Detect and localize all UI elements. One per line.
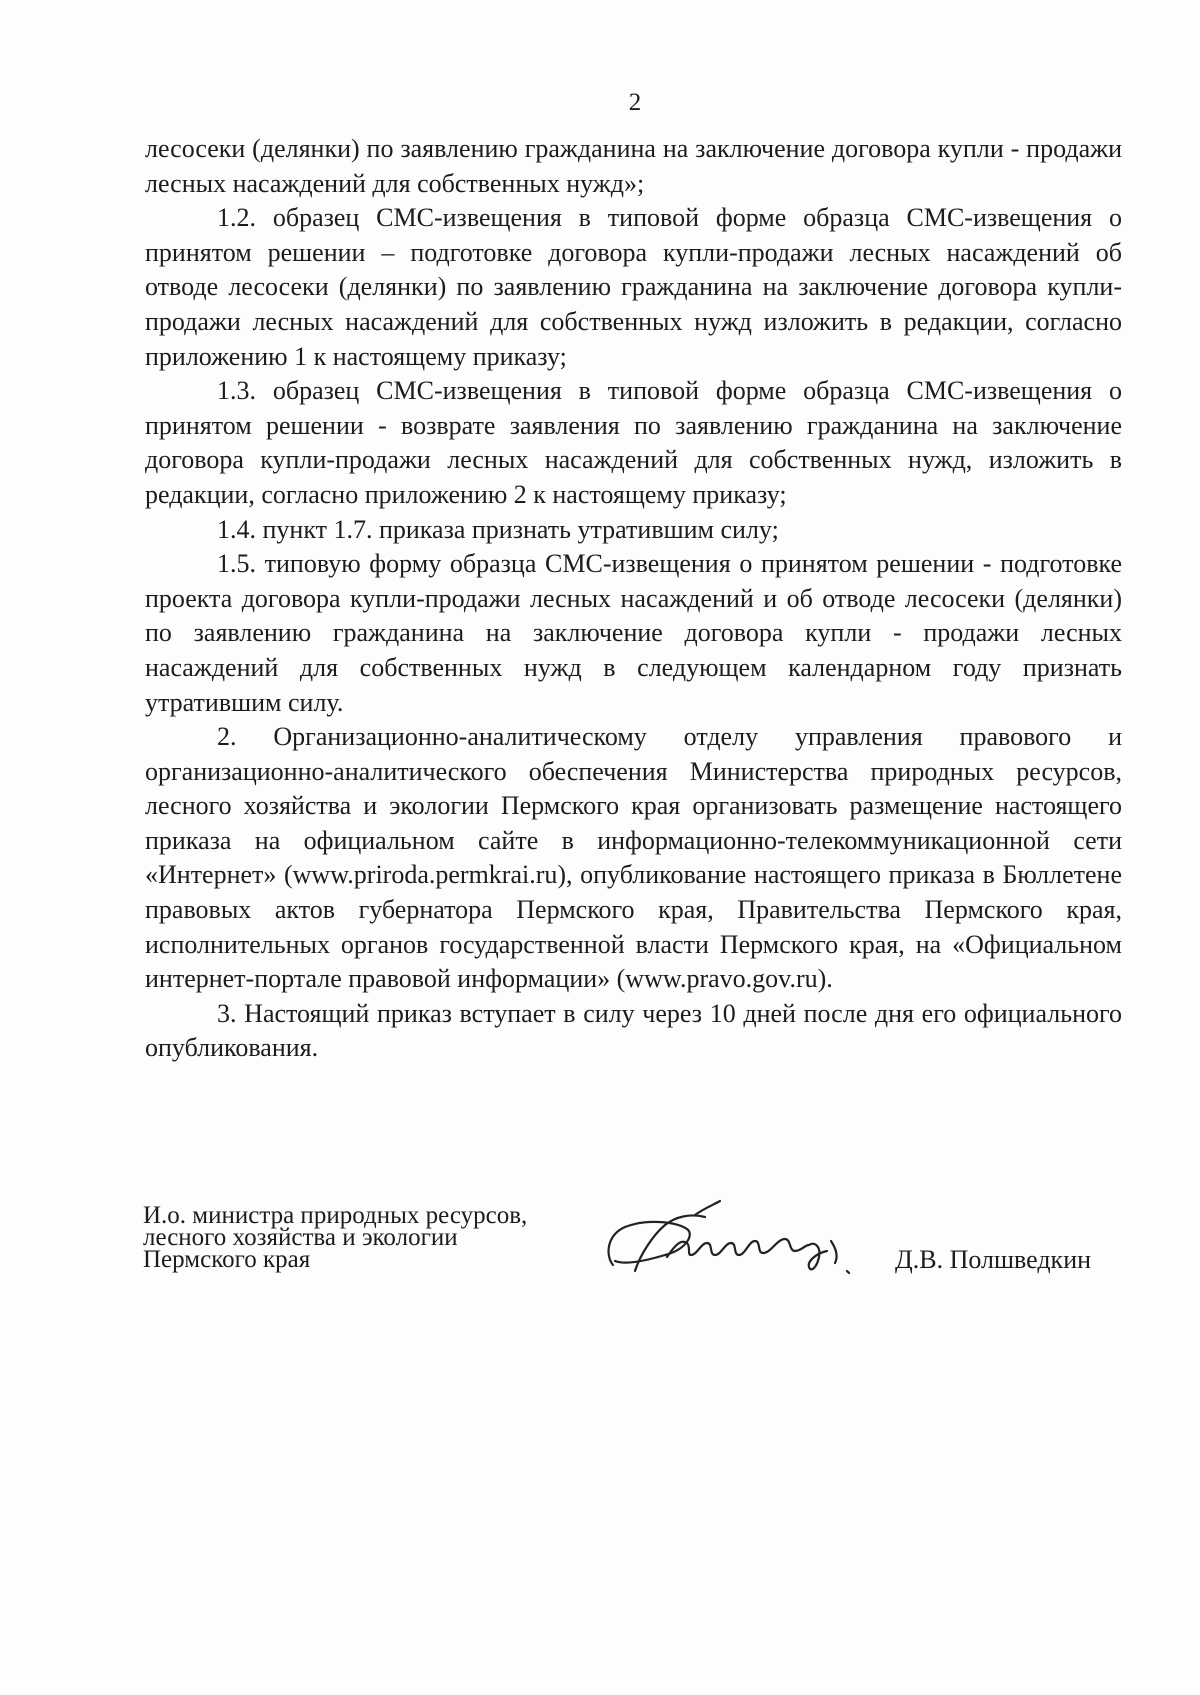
- document-body: [145, 132, 1122, 1066]
- page-number: 2: [628, 89, 642, 116]
- handwritten-signature: [595, 1195, 865, 1285]
- paragraph-item-1-4: 1.4. пункт 1.7. приказа признать утратившим силу;: [217, 514, 779, 544]
- signatory-name: Д.В. Полшведкин: [895, 1245, 1092, 1274]
- paragraph-item-1-3: 1.3. образец СМС-извещения в типовой форме образца СМС-извещения о принятом решении - возврате заявления по заявлению гражданина на заключение договора купли-продажи лесных насаждений для собственных нужд, изложить в редакции, согласно приложению 2 к настоящему приказу;: [145, 376, 1122, 509]
- signature-block: [143, 1202, 1133, 1295]
- signatory-title-line: Пермского края: [143, 1246, 311, 1273]
- paragraph-item-1-5: 1.5. типовую форму образца СМС-извещения о принятом решении - подготовке проекта договора купли-продажи лесных насаждений и об отводе лесосеки (делянки) по заявлению гражданина на заключение договора купли - продажи лесных насаждений для собственных нужд в следующем календарном году признать утратившим силу.: [145, 549, 1122, 717]
- paragraph-item-2: 2. Организационно-аналитическому отделу управления правового и организационно-аналитического обеспечения Министерства природных ресурсов, лесного хозяйства и экологии Пермского края организовать размещение настоящего приказа на официальном сайте в информационно-телекоммуникационной сети «Интернет» (www.priroda.permkrai.ru), опубликование настоящего приказа в Бюллетене правовых актов губернатора Пермского края, Правительства Пермского края, исполнительных органов государственной власти Пермского края, на «Официальном интернет-портале правовой информации» (www.pravo.gov.ru).: [145, 722, 1122, 994]
- signatory-title-line: лесного хозяйства и экологии: [143, 1224, 458, 1251]
- signatory-title: [143, 1202, 528, 1273]
- signatory-title-line: И.о. министра природных ресурсов,: [143, 1202, 528, 1229]
- paragraph-item-3: 3. Настоящий приказ вступает в силу через 10 дней после дня его официального опубликования.: [145, 998, 1122, 1063]
- paragraph-item-1-2: 1.2. образец СМС-извещения в типовой форме образца СМС-извещения о принятом решении – подготовке договора купли-продажи лесных насаждений об отводе лесосеки (делянки) по заявлению гражданина на заключение договора купли-продажи лесных насаждений для собственных нужд изложить в редакции, согласно приложению 1 к настоящему приказу;: [145, 203, 1122, 371]
- paragraph-continuation: лесосеки (делянки) по заявлению гражданина на заключение договора купли - продажи лесных насаждений для собственных нужд»;: [145, 134, 1122, 198]
